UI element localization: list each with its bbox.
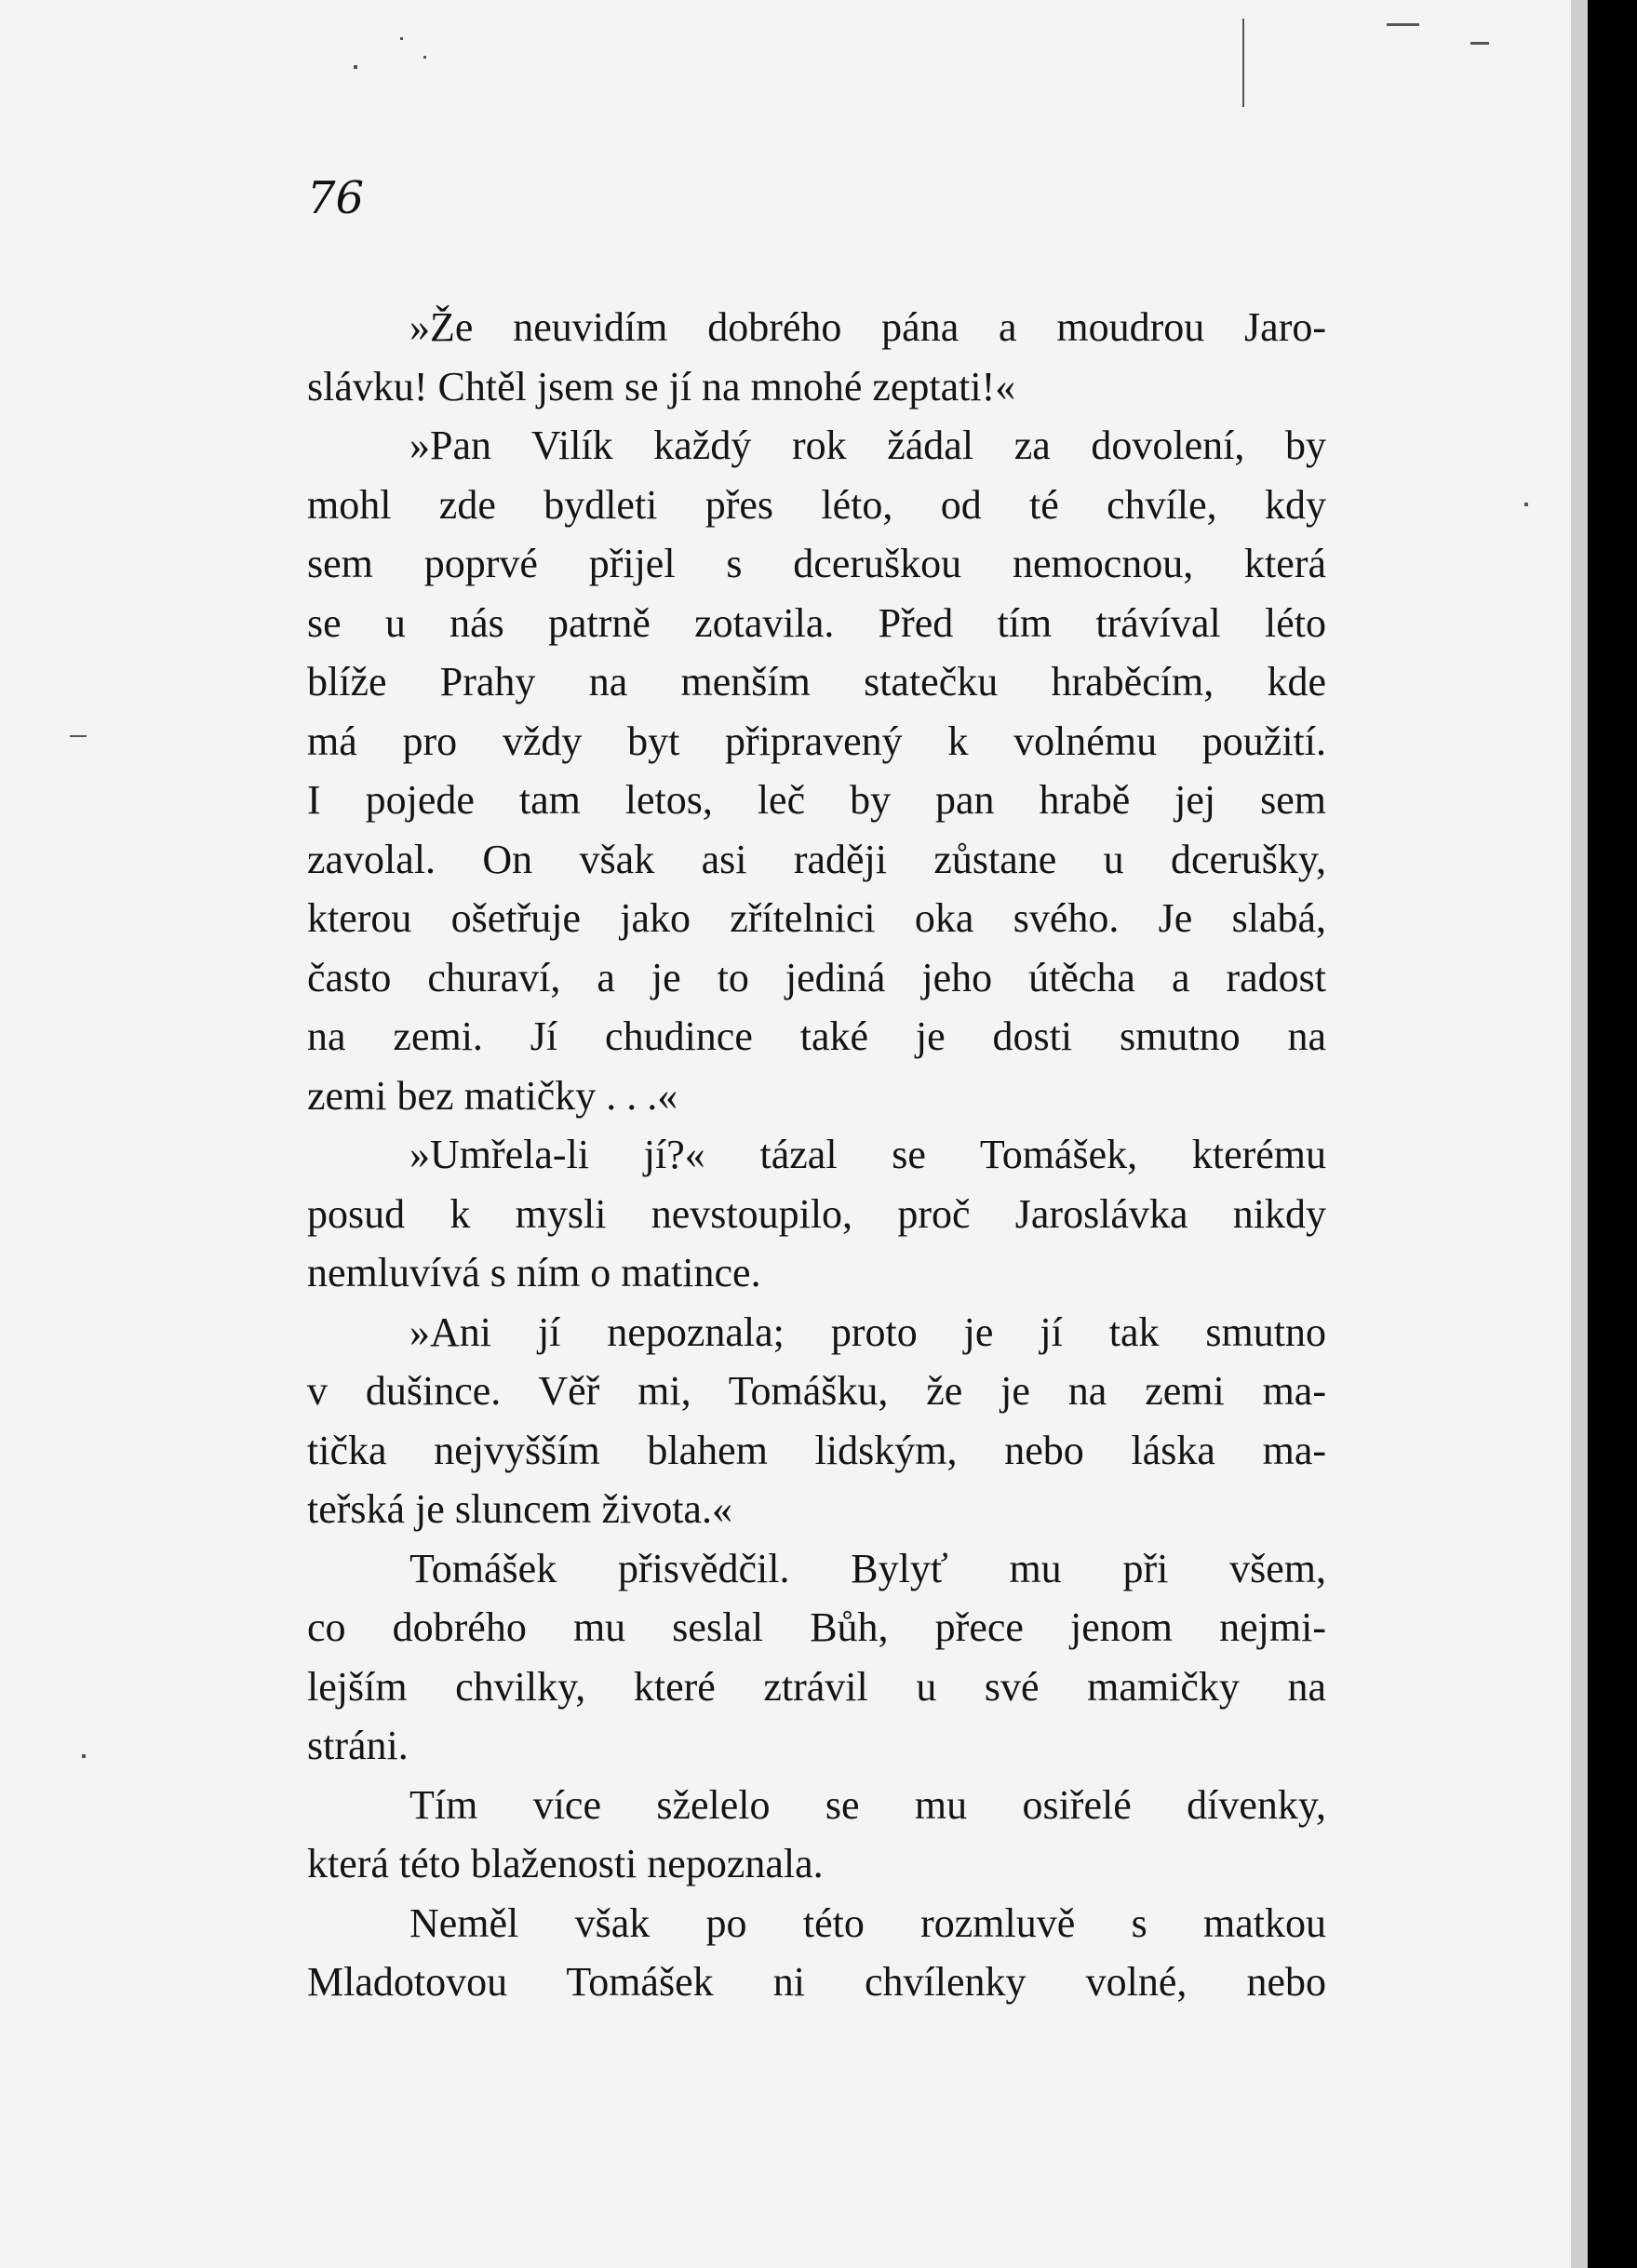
text-line: nemluvívá s ním o matince. — [307, 1250, 761, 1295]
text-line: »Že neuvidím dobrého pána a moudrou Jaro- — [409, 304, 1326, 350]
scan-artifact — [1387, 23, 1419, 26]
text-line: »Pan Vilík každý rok žádal za dovolení, by — [409, 423, 1326, 468]
scan-artifact — [423, 56, 426, 59]
scan-artifact — [400, 37, 403, 40]
text-line: I pojede tam letos, leč by pan hrabě jej sem — [307, 777, 1326, 823]
text-line: často churaví, a je to jediná jeho útěcha a radost — [307, 954, 1326, 1000]
scan-artifact — [1524, 503, 1528, 506]
text-line: sem poprvé přijel s dceruškou nemocnou, která — [307, 541, 1326, 586]
text-line: kterou ošetřuje jako zřítelnici oka svého. Je slabá, — [307, 895, 1326, 941]
text-line: »Ani jí nepoznala; proto je jí tak smutno — [409, 1308, 1326, 1355]
text-line: teřská je sluncem života.« — [307, 1486, 732, 1532]
text-line: má pro vždy byt připravený k volnému použití. — [307, 718, 1326, 764]
text-line: blíže Prahy na menším statečku hraběcím, kde — [307, 659, 1326, 705]
scan-artifact — [70, 735, 87, 737]
body-text — [307, 298, 1326, 2012]
text-line: lejším chvilky, které ztrávil u své mamičky na — [307, 1663, 1326, 1710]
text-line: slávku! Chtěl jsem se jí na mnohé zeptati!« — [307, 363, 1016, 409]
text-line: »Umřela-li jí?« tázal se Tomášek, kterému — [409, 1132, 1326, 1177]
scan-artifact — [354, 65, 357, 69]
text-line: zemi bez matičky . . .« — [307, 1072, 678, 1119]
text-line: tička nejvyšším blahem lidským, nebo láska ma- — [307, 1427, 1326, 1473]
scan-edge — [1571, 0, 1588, 2268]
text-line: Mladotovou Tomášek ni chvílenky volné, nebo — [307, 1959, 1326, 2005]
scan-artifact — [1242, 19, 1244, 107]
text-line: stráni. — [307, 1723, 409, 1768]
scan-artifact — [1470, 42, 1489, 45]
scan-artifact — [82, 1754, 86, 1758]
text-line: Tomášek přisvědčil. Bylyť mu při všem, — [409, 1545, 1326, 1591]
text-line: na zemi. Jí chudince také je dosti smutno na — [307, 1013, 1326, 1059]
text-line: Tím více sželelo se mu osiřelé dívenky, — [409, 1781, 1326, 1828]
text-line: v dušince. Věř mi, Tomášku, že je na zemi ma- — [307, 1368, 1326, 1414]
text-line: která této blaženosti nepoznala. — [307, 1841, 824, 1886]
text-line: se u nás patrně zotavila. Před tím trávíval léto — [307, 599, 1326, 646]
page-number: 76 — [307, 172, 365, 224]
text-line: mohl zde bydleti přes léto, od té chvíle, kdy — [307, 481, 1326, 528]
text-line: co dobrého mu seslal Bůh, přece jenom nejmi- — [307, 1604, 1326, 1650]
text-line: Neměl však po této rozmluvě s matkou — [409, 1899, 1326, 1946]
text-line: posud k mysli nevstoupilo, proč Jaroslávka nikdy — [307, 1190, 1326, 1237]
text-line: zavolal. On však asi raději zůstane u dcerušky, — [307, 836, 1326, 882]
